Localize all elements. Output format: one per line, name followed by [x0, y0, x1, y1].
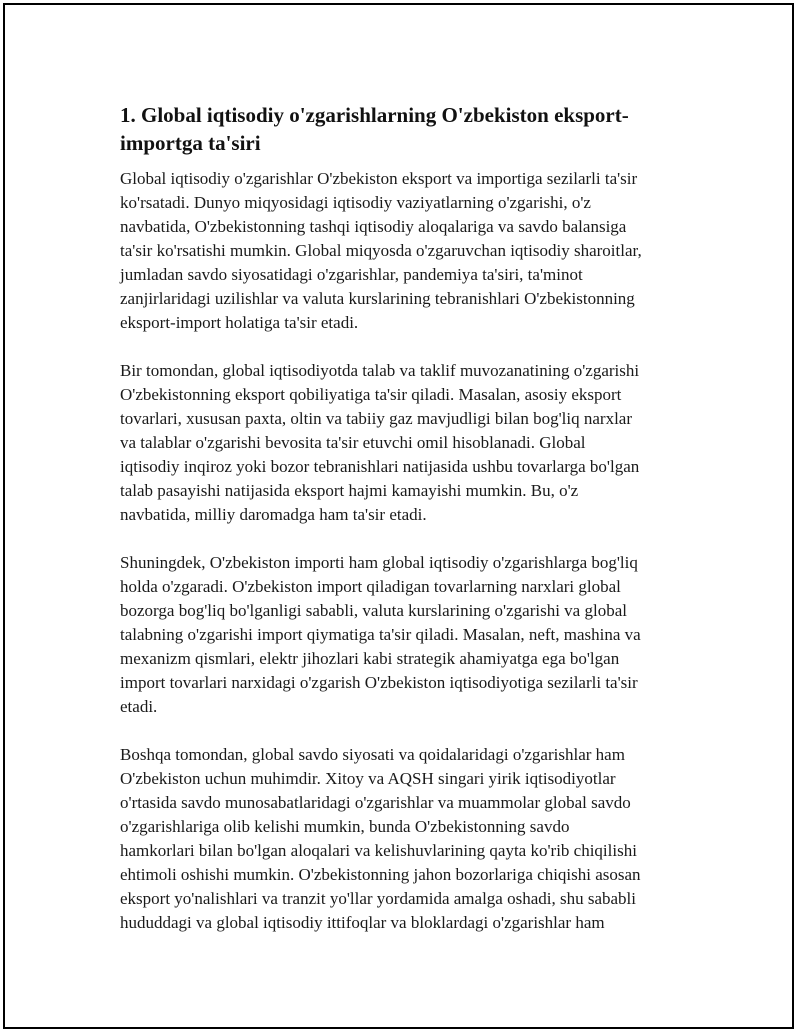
- text-line: talabning o'zgarishi import qiymatiga ta'sir qiladi. Masalan, neft, mashina va: [120, 625, 641, 644]
- page-frame: [3, 3, 794, 1029]
- text-line: ta'sir ko'rsatishi mumkin. Global miqyosda o'zgaruvchan iqtisodiy sharoitlar,: [120, 241, 642, 260]
- document-body: [120, 101, 692, 935]
- section-title-line: importga ta'siri: [120, 131, 261, 155]
- text-line: jumladan savdo siyosatidagi o'zgarishlar, pandemiya ta'siri, ta'minot: [120, 265, 583, 284]
- text-line: ko'rsatadi. Dunyo miqyosidagi iqtisodiy vaziyatlarning o'zgarishi, o'z: [120, 193, 591, 212]
- text-line: O'zbekiston uchun muhimdir. Xitoy va AQSH singari yirik iqtisodiyotlar: [120, 769, 616, 788]
- section-title: [120, 101, 692, 157]
- text-line: navbatida, milliy daromadga ham ta'sir etadi.: [120, 505, 427, 524]
- text-line: ehtimoli oshishi mumkin. O'zbekistonning jahon bozorlariga chiqishi asosan: [120, 865, 641, 884]
- text-line: O'zbekistonning eksport qobiliyatiga ta'sir qiladi. Masalan, asosiy eksport: [120, 385, 622, 404]
- text-line: Bir tomondan, global iqtisodiyotda talab va taklif muvozanatining o'zgarishi: [120, 361, 640, 380]
- text-line: talab pasayishi natijasida eksport hajmi kamayishi mumkin. Bu, o'z: [120, 481, 579, 500]
- text-line: hududdagi va global iqtisodiy ittifoqlar va bloklardagi o'zgarishlar ham: [120, 913, 605, 932]
- text-line: o'zgarishlariga olib kelishi mumkin, bunda O'zbekistonning savdo: [120, 817, 570, 836]
- text-line: eksport yo'nalishlari va tranzit yo'llar yordamida amalga oshadi, shu sababli: [120, 889, 636, 908]
- text-line: hamkorlari bilan bo'lgan aloqalari va kelishuvlarining qayta ko'rib chiqilishi: [120, 841, 637, 860]
- text-line: iqtisodiy inqiroz yoki bozor tebranishlari natijasida ushbu tovarlarga bo'lgan: [120, 457, 640, 476]
- paragraph: [120, 359, 692, 527]
- text-line: import tovarlari narxidagi o'zgarish O'zbekiston iqtisodiyotiga sezilarli ta'sir: [120, 673, 638, 692]
- text-line: bozorga bog'liq bo'lganligi sababli, valuta kurslarining o'zgarishi va global: [120, 601, 627, 620]
- paragraph: [120, 551, 692, 719]
- paragraph: [120, 743, 692, 935]
- text-line: eksport-import holatiga ta'sir etadi.: [120, 313, 359, 332]
- text-line: Shuningdek, O'zbekiston importi ham global iqtisodiy o'zgarishlarga bog'liq: [120, 553, 638, 572]
- text-line: mexanizm qismlari, elektr jihozlari kabi strategik ahamiyatga ega bo'lgan: [120, 649, 620, 668]
- section-title-line: 1. Global iqtisodiy o'zgarishlarning O'zbekiston eksport-: [120, 103, 629, 127]
- text-line: o'rtasida savdo munosabatlaridagi o'zgarishlar va muammolar global savdo: [120, 793, 631, 812]
- text-line: va talablar o'zgarishi bevosita ta'sir etuvchi omil hisoblanadi. Global: [120, 433, 586, 452]
- text-line: navbatida, O'zbekistonning tashqi iqtisodiy aloqalariga va savdo balansiga: [120, 217, 627, 236]
- text-line: Boshqa tomondan, global savdo siyosati va qoidalaridagi o'zgarishlar ham: [120, 745, 625, 764]
- text-line: tovarlari, xususan paxta, oltin va tabiiy gaz mavjudligi bilan bog'liq narxlar: [120, 409, 632, 428]
- text-line: Global iqtisodiy o'zgarishlar O'zbekiston eksport va importiga sezilarli ta'sir: [120, 169, 638, 188]
- text-line: holda o'zgaradi. O'zbekiston import qiladigan tovarlarning narxlari global: [120, 577, 621, 596]
- text-line: etadi.: [120, 697, 158, 716]
- paragraph: [120, 167, 692, 335]
- text-line: zanjirlaridagi uzilishlar va valuta kurslarining tebranishlari O'zbekistonning: [120, 289, 635, 308]
